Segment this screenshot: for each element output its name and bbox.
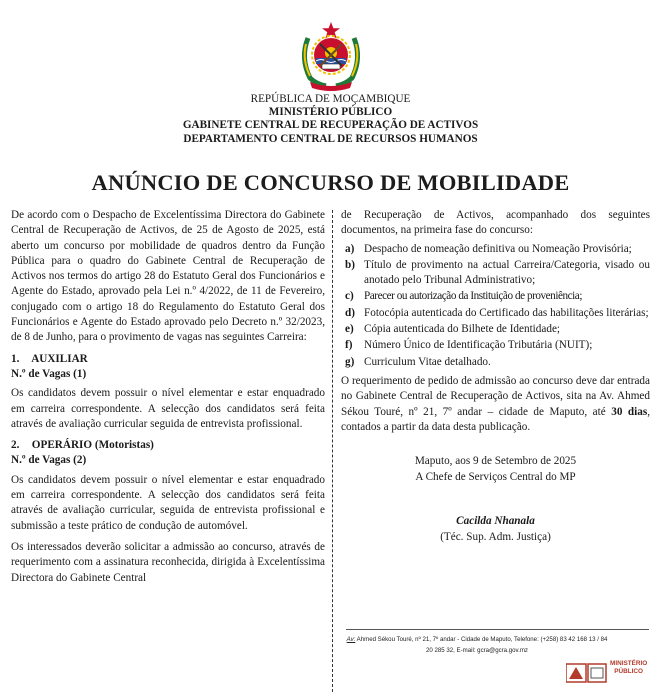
list-text: Despacho de nomeação definitiva ou Nomeação Provisória; — [364, 242, 632, 255]
coat-of-arms-emblem — [296, 20, 366, 92]
place-date: Maputo, aos 9 de Setembro de 2025 — [414, 455, 577, 468]
footer-address — [346, 634, 608, 656]
section-2-name: OPERÁRIO (Motoristas) — [31, 439, 154, 452]
documents-list — [341, 242, 650, 370]
section-1-name: AUXILIAR — [31, 352, 88, 365]
footer-divider — [346, 629, 649, 630]
column-divider — [332, 210, 333, 692]
office-name: GABINETE CENTRAL DE RECUPERAÇÃO DE ACTIVOS — [182, 119, 479, 132]
intro-paragraph: De acordo com o Despacho de Excelentíssima Directora do Gabinete Central de Recuperação de Activos, de 25 de Agosto de 2025, está aberto um concurso por mobilidade de quadros dentro da Função Pública para o quadro do Gabinete Central de Recuperação de Activos nos termos do artigo 28 do Estatuto Geral dos Funcionários e Agente do Estado, aprovado pela Lei n.º 4/2022, de 11 de Fevereiro, conjugado com o artigo 18 do Regulamento do Estatuto Geral dos Funcionários e Agente do Estado aprovado pelo Decreto n.º 32/2023, de 8 de Junho, para o provimento de vagas nas seguintes Carreira: — [11, 209, 325, 344]
list-text: Curriculum Vitae detalhado. — [364, 355, 491, 368]
section-2-number: 2. — [11, 439, 20, 452]
department-name: DEPARTAMENTO CENTRAL DE RECURSOS HUMANOS — [183, 132, 478, 145]
signoff-block — [341, 453, 650, 545]
submission-deadline: 30 dias — [611, 405, 648, 418]
list-item — [341, 258, 650, 289]
section-1-number: 1. — [11, 352, 20, 365]
footer-line-1: Ahmed Sékou Touré, nº 21, 7º andar - Cidade de Maputo, Telefone: (+258) 83 42 168 13 / 84 — [355, 636, 608, 643]
section-2-vagas: N.º de Vagas (2) — [11, 454, 87, 467]
section-1-vagas: N.º de Vagas (1) — [11, 367, 87, 380]
section-1-text: Os candidatos devem possuir o nível elementar e estar enquadrado em carreira correspondente. A selecção dos candidatos será feita através de avaliação curricular seguida de entrevista profissional. — [11, 387, 325, 430]
list-letter: a) — [345, 242, 355, 255]
list-text: Título de provimento na actual Carreira/Categoria, visado ou anotado pelo Tribunal Administrativo; — [364, 258, 650, 287]
list-item — [341, 355, 650, 370]
ministry-name: MINISTÉRIO PÚBLICO — [268, 106, 393, 119]
closing-left-paragraph: Os interessados deverão solicitar a admissão ao concurso, através de requerimento com a assinatura reconhecida, dirigida à Excelentíssima Directora do Gabinete Central — [11, 540, 325, 584]
list-text: Cópia autenticada do Bilhete de Identidade; — [364, 323, 561, 336]
footer-label: Av: — [346, 636, 356, 643]
list-letter: c) — [345, 290, 354, 303]
list-text: Fotocópia autenticada do Certificado das habilitações literárias; — [364, 306, 649, 319]
list-letter: d) — [345, 306, 355, 319]
closing-right-paragraph: de Recuperação de Activos, acompanhado dos seguintes documentos, na primeira fase do concurso: — [341, 209, 650, 237]
list-letter: g) — [345, 355, 355, 368]
right-column — [341, 208, 650, 545]
section-2-heading — [11, 438, 325, 453]
section-1-heading — [11, 352, 325, 367]
list-item — [341, 289, 650, 304]
signatory-role: A Chefe de Serviços Central do MP — [415, 471, 576, 484]
logo-line-1: MINISTÉRIO — [610, 660, 648, 667]
section-2-text: Os candidatos devem possuir o nível elementar e estar enquadrado em carreira correspondente. A selecção dos candidatos será feita através de avaliação curricular, seguida de entrevista profissional e submissão a teste prático de condução de automóvel. — [11, 473, 325, 532]
republic-name: REPÚBLICA DE MOÇAMBIQUE — [250, 93, 411, 105]
list-item — [341, 322, 650, 337]
list-item — [341, 242, 650, 257]
list-item — [341, 338, 650, 353]
list-letter: b) — [345, 258, 355, 271]
signatory-name: Cacilda Nhanala — [456, 515, 535, 528]
logo-text — [610, 660, 647, 675]
announcement-title: ANÚNCIO DE CONCURSO DE MOBILIDADE — [91, 170, 570, 195]
list-text: Número Único de Identificação Tributária (NUIT); — [364, 339, 593, 352]
submission-paragraph — [341, 374, 650, 435]
left-column — [11, 208, 325, 592]
signatory-position: (Téc. Sup. Adm. Justiça) — [440, 531, 551, 544]
list-letter: f) — [345, 339, 353, 352]
list-text: Parecer ou autorização da Instituição de proveniência; — [364, 290, 582, 303]
list-item — [341, 306, 650, 321]
submission-text-after: , contados a partir da data desta publicação. — [341, 405, 651, 433]
list-letter: e) — [345, 323, 354, 336]
footer-line-2: 20 285 32, E-mail: gcra@gcra.gov.mz — [426, 647, 528, 654]
submission-text-before: O requerimento de pedido de admissão ao concurso deve dar entrada no Gabinete Central de Recuperação de Activos, sita na Av. Ahmed Sékou Touré, nº 21, 7º andar – cidade de Maputo, até — [341, 374, 650, 418]
logo-line-2: PÚBLICO — [614, 667, 644, 675]
document-header — [0, 93, 661, 146]
